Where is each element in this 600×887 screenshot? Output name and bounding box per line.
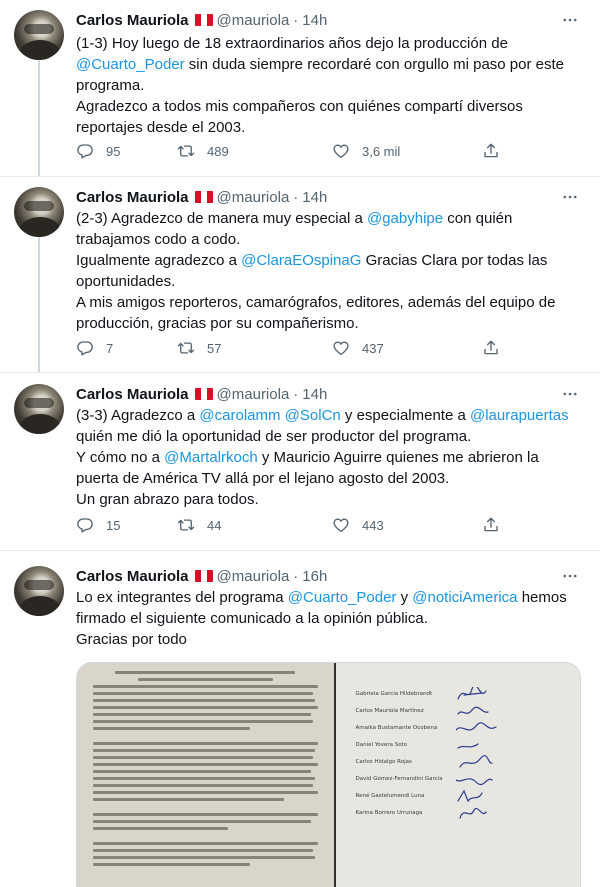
tweet-header	[76, 384, 327, 404]
text-segment: oportunidades.	[76, 273, 176, 290]
document-text-line	[93, 720, 313, 723]
tweet-text-line	[76, 629, 586, 650]
document-text-line	[93, 798, 284, 801]
more-icon	[561, 567, 579, 585]
share-button[interactable]	[482, 339, 500, 357]
text-segment: sin duda siempre recordaré con orgullo mi paso por este	[184, 56, 564, 73]
text-segment: Gracias Clara por todas las	[361, 252, 548, 269]
tweet-header	[76, 566, 327, 586]
share-button[interactable]	[482, 142, 500, 160]
tweet[interactable]	[0, 10, 600, 176]
avatar[interactable]	[14, 10, 64, 60]
document-text-line	[93, 813, 318, 816]
more-button[interactable]	[558, 566, 582, 586]
separator: ·	[293, 11, 299, 29]
reply-button[interactable]	[76, 142, 120, 160]
tweet-text-line	[76, 447, 586, 468]
signatory-name: Carlos Mauriola Martínez	[355, 708, 424, 714]
retweet-icon	[177, 142, 195, 160]
peru-flag-icon	[195, 570, 213, 582]
document-page-statement	[77, 663, 334, 887]
text-segment: firmado el siguiente comunicado a la opinión pública.	[76, 610, 428, 627]
signatory-name: Karina Borrero Urrunaga	[355, 810, 423, 816]
tweet-text-line	[76, 208, 586, 229]
document-text-line	[93, 777, 315, 780]
document-text-line	[93, 784, 313, 787]
document-text-line	[93, 727, 250, 730]
signatory-name: Amaika Bustamante Ocobena	[355, 725, 438, 731]
mention-link[interactable]: @noticiAmerica	[412, 589, 518, 606]
text-segment: Gracias por todo	[76, 631, 187, 648]
text-segment: con quién	[443, 210, 513, 227]
mention-link[interactable]: @SolCn	[284, 407, 341, 424]
author-handle[interactable]: @mauriola	[216, 11, 290, 29]
like-button[interactable]	[332, 339, 384, 357]
signatory-row	[356, 755, 581, 769]
text-segment: puerta de América TV allá por el lejano agosto del 2003.	[76, 470, 450, 487]
signatory-row	[356, 687, 581, 701]
document-text-line	[93, 827, 228, 830]
more-icon	[561, 385, 579, 403]
text-segment: Y cómo no a	[76, 449, 165, 466]
tweet-text-line	[76, 54, 586, 75]
avatar[interactable]	[14, 566, 64, 616]
signature-scribble	[456, 806, 500, 827]
signatory-name: Daniel Yovera Soto	[355, 742, 408, 748]
retweet-count: 57	[207, 340, 222, 356]
tweet-text-line	[76, 468, 586, 489]
thread-line	[38, 237, 40, 372]
tweet-header	[76, 10, 327, 30]
share-button[interactable]	[482, 516, 500, 534]
document-page-signatures	[334, 663, 581, 887]
separator: ·	[293, 385, 299, 403]
signatory-row	[356, 721, 581, 735]
document-text-line	[93, 699, 315, 702]
timestamp[interactable]: 14h	[302, 188, 328, 206]
like-count: 3,6 mil	[362, 143, 401, 159]
signatory-row	[356, 704, 581, 718]
signatory-row	[356, 789, 581, 803]
like-count: 437	[362, 340, 384, 356]
tweet-text-line	[76, 405, 586, 426]
mention-link[interactable]: @ClaraEOspinaG	[241, 252, 362, 269]
mention-link[interactable]: @carolamm	[199, 407, 281, 424]
more-button[interactable]	[558, 384, 582, 404]
author-name[interactable]: Carlos Mauriola	[76, 11, 189, 29]
tweet-text-line	[76, 587, 586, 608]
retweet-button[interactable]	[177, 142, 229, 160]
more-icon	[561, 188, 579, 206]
heart-icon	[332, 142, 350, 160]
tweet-text-line	[76, 96, 586, 117]
document-text-line	[93, 713, 311, 716]
retweet-count: 44	[207, 517, 222, 533]
document-text-line	[115, 671, 295, 674]
document-text-line	[93, 742, 318, 745]
document-text-line	[138, 678, 273, 681]
separator: ·	[293, 188, 299, 206]
heart-icon	[332, 516, 350, 534]
document-text-line	[93, 692, 313, 695]
signatory-name: Gabriela García Hildebrandt	[355, 691, 433, 697]
author-name[interactable]: Carlos Mauriola	[76, 385, 189, 403]
separator: ·	[293, 567, 299, 585]
document-text-line	[93, 849, 313, 852]
peru-flag-icon	[195, 14, 213, 26]
text-segment: hemos	[517, 589, 567, 606]
mention-link[interactable]: @Cuarto_Poder	[287, 589, 397, 606]
mention-link[interactable]: @laurapuertas	[470, 407, 569, 424]
tweet-text	[76, 208, 586, 334]
tweet-divider	[0, 176, 600, 177]
document-text-line	[93, 706, 318, 709]
tweet-text	[76, 405, 586, 510]
more-button[interactable]	[558, 187, 582, 207]
tweet-text-line	[76, 229, 586, 250]
text-segment: reportajes desde el 2003.	[76, 119, 246, 136]
mention-link[interactable]: @Cuarto_Poder	[76, 56, 185, 73]
timestamp[interactable]: 16h	[302, 567, 328, 585]
tweet-text-line	[76, 608, 586, 629]
mention-link[interactable]: @Martalrkoch	[164, 449, 258, 466]
signatory-row	[356, 772, 581, 786]
reply-count: 95	[106, 143, 121, 159]
tweet-text	[76, 33, 586, 138]
author-handle[interactable]: @mauriola	[216, 188, 290, 206]
tweet-actions	[76, 339, 516, 361]
document-text-line	[93, 763, 318, 766]
tweet-text-line	[76, 33, 586, 54]
tweet-text-line	[76, 426, 586, 447]
avatar[interactable]	[14, 187, 64, 237]
text-segment: y Mauricio Aguirre quienes me abrieron la	[257, 449, 539, 466]
retweet-icon	[177, 516, 195, 534]
mention-link[interactable]: @gabyhipe	[366, 210, 444, 227]
reply-icon	[76, 339, 94, 357]
signatory-row	[356, 806, 581, 820]
document-text-line	[93, 756, 313, 759]
text-segment: (2-3) Agradezco de manera muy especial a	[76, 210, 367, 227]
signatory-row	[356, 738, 581, 752]
text-segment: Igualmente agradezco a	[76, 252, 242, 269]
tweet-text	[76, 587, 586, 650]
reply-icon	[76, 142, 94, 160]
text-segment: Un gran abrazo para todos.	[76, 491, 259, 508]
tweet-divider	[0, 550, 600, 551]
tweet-actions	[76, 142, 516, 164]
timestamp[interactable]: 14h	[302, 11, 328, 29]
signatory-name: René Gastelumendi Luna	[355, 793, 425, 799]
reply-button[interactable]	[76, 516, 120, 534]
tweet[interactable]	[0, 566, 600, 887]
document-text-line	[93, 791, 318, 794]
tweet-text-line	[76, 271, 586, 292]
signatory-name: David Gómez-Fernandini García	[355, 776, 443, 782]
author-name[interactable]: Carlos Mauriola	[76, 188, 189, 206]
signatory-name: Carlos Hidalgo Rojas	[355, 759, 412, 765]
reply-button[interactable]	[76, 339, 113, 357]
timestamp[interactable]: 14h	[302, 385, 328, 403]
more-icon	[561, 11, 579, 29]
reply-icon	[76, 516, 94, 534]
text-segment: y especialmente a	[340, 407, 470, 424]
retweet-button[interactable]	[177, 516, 221, 534]
document-text-line	[93, 749, 315, 752]
text-segment: (3-3) Agradezco a	[76, 407, 200, 424]
document-text-line	[93, 770, 311, 773]
text-segment: producción, gracias por su compañerismo.	[76, 315, 359, 332]
tweet-actions	[76, 516, 516, 538]
tweet-text-line	[76, 313, 586, 334]
text-segment: y	[396, 589, 413, 606]
avatar[interactable]	[14, 384, 64, 434]
more-button[interactable]	[558, 10, 582, 30]
text-segment: (1-3) Hoy luego de 18 extraordinarios años dejo la producción de	[76, 35, 508, 52]
reply-count: 7	[106, 340, 114, 356]
tweet-text-line	[76, 489, 586, 510]
tweet-media[interactable]	[76, 662, 581, 887]
text-segment: A mis amigos reporteros, camarógrafos, editores, además del equipo de	[76, 294, 556, 311]
thread-line	[38, 60, 40, 176]
retweet-count: 489	[207, 143, 229, 159]
tweet[interactable]	[0, 187, 600, 372]
reply-count: 15	[106, 517, 121, 533]
author-handle[interactable]: @mauriola	[216, 385, 290, 403]
document-text-line	[93, 863, 250, 866]
peru-flag-icon	[195, 388, 213, 400]
document-text-line	[93, 685, 318, 688]
tweet-divider	[0, 372, 600, 373]
document-text-line	[93, 842, 318, 845]
tweet-text-line	[76, 250, 586, 271]
tweet-header	[76, 187, 327, 207]
like-button[interactable]	[332, 516, 384, 534]
tweet[interactable]	[0, 384, 600, 550]
author-handle[interactable]: @mauriola	[216, 567, 290, 585]
tweet-text-line	[76, 75, 586, 96]
text-segment: trabajamos codo a codo.	[76, 231, 241, 248]
share-icon	[482, 142, 500, 160]
like-count: 443	[362, 517, 384, 533]
author-name[interactable]: Carlos Mauriola	[76, 567, 189, 585]
document-text-line	[93, 820, 311, 823]
tweet-text-line	[76, 292, 586, 313]
peru-flag-icon	[195, 191, 213, 203]
text-segment: quién me dió la oportunidad de ser productor del programa.	[76, 428, 472, 445]
text-segment: Lo ex integrantes del programa	[76, 589, 288, 606]
retweet-button[interactable]	[177, 339, 221, 357]
share-icon	[482, 516, 500, 534]
like-button[interactable]	[332, 142, 400, 160]
tweet-text-line	[76, 117, 586, 138]
document-text-line	[93, 856, 315, 859]
heart-icon	[332, 339, 350, 357]
retweet-icon	[177, 339, 195, 357]
text-segment: programa.	[76, 77, 145, 94]
text-segment: Agradezco a todos mis compañeros con quiénes compartí diversos	[76, 98, 523, 115]
share-icon	[482, 339, 500, 357]
